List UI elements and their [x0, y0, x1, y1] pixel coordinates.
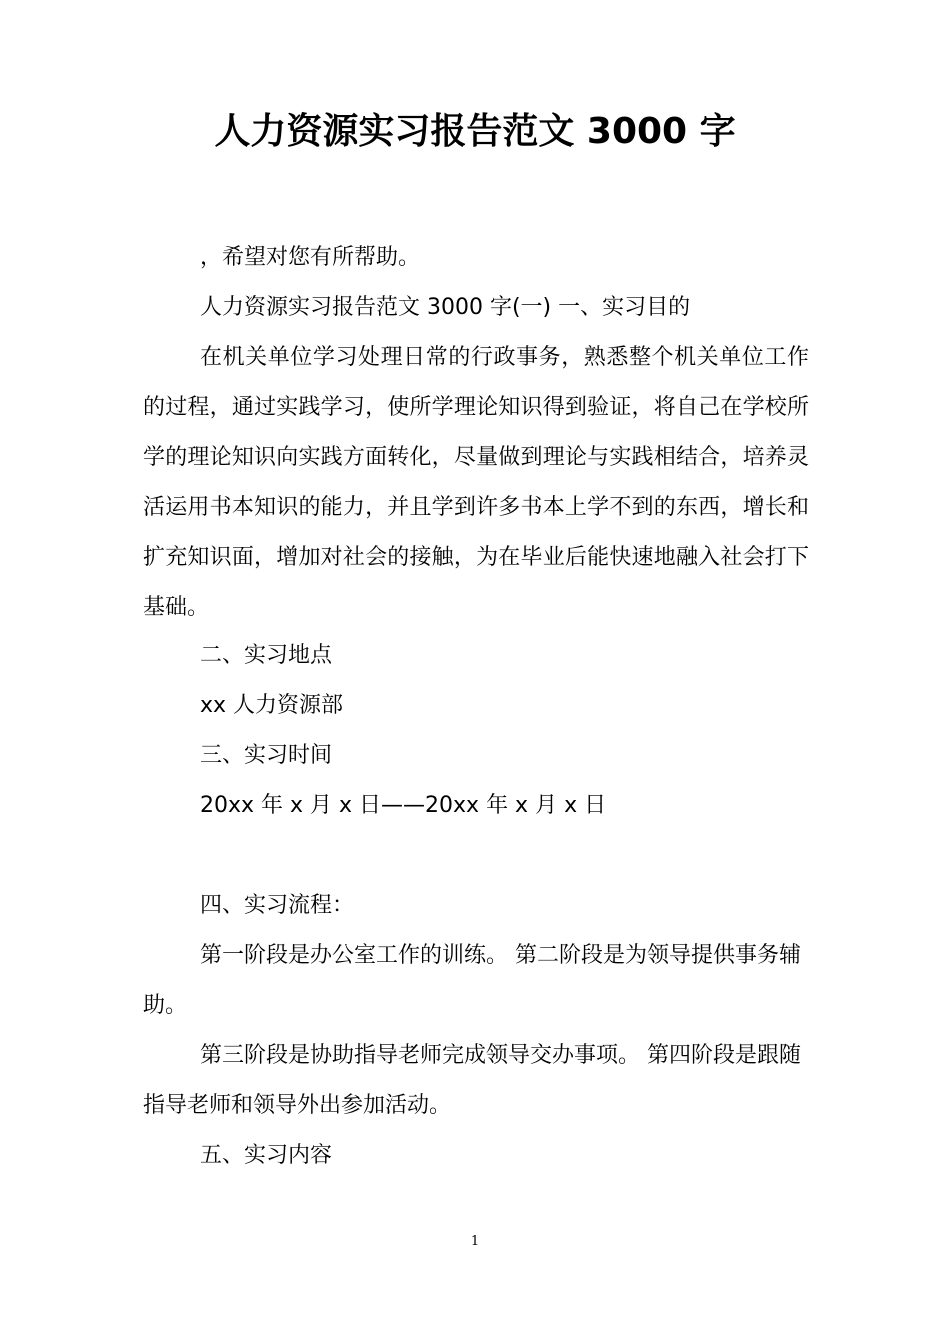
subtitle-line: 人力资源实习报告范文 3000 字(一) 一、实习目的: [200, 295, 691, 320]
page-number: 1: [470, 1234, 480, 1249]
intro-text: ，希望对您有所帮助。: [200, 245, 421, 270]
paragraph-purpose: 在机关单位学习处理日常的行政事务，熟悉整个机关单位工作的过程，通过实践学习，使所学理论知识得到验证，将自己在学校所学的理论知识向实践方面转化，尽量做到理论与实践相结合，培养灵活运用书本知识的能力，并且学到许多书本上学不到的东西，增长和扩充知识面，增加对社会的接触，为在毕业后能快速地融入社会打下基础。: [143, 345, 809, 620]
heading-content: 五、实习内容: [200, 1143, 333, 1168]
time-range-text: 20xx 年 x 月 x 日——20xx 年 x 月 x 日: [200, 793, 607, 818]
paragraph-stages-3-4: 第三阶段是协助指导老师完成领导交办事项。 第四阶段是跟随指导老师和领导外出参加活动。: [143, 1043, 801, 1118]
location-text: xx 人力资源部: [200, 693, 344, 718]
page-title: 人力资源实习报告范文 3000 字: [214, 111, 736, 152]
paragraph-stages-1-2: 第一阶段是办公室工作的训练。 第二阶段是为领导提供事务辅助。: [143, 943, 801, 1018]
heading-process: 四、实习流程：: [200, 893, 355, 918]
heading-time: 三、实习时间: [200, 743, 333, 768]
heading-location: 二、实习地点: [200, 643, 333, 668]
